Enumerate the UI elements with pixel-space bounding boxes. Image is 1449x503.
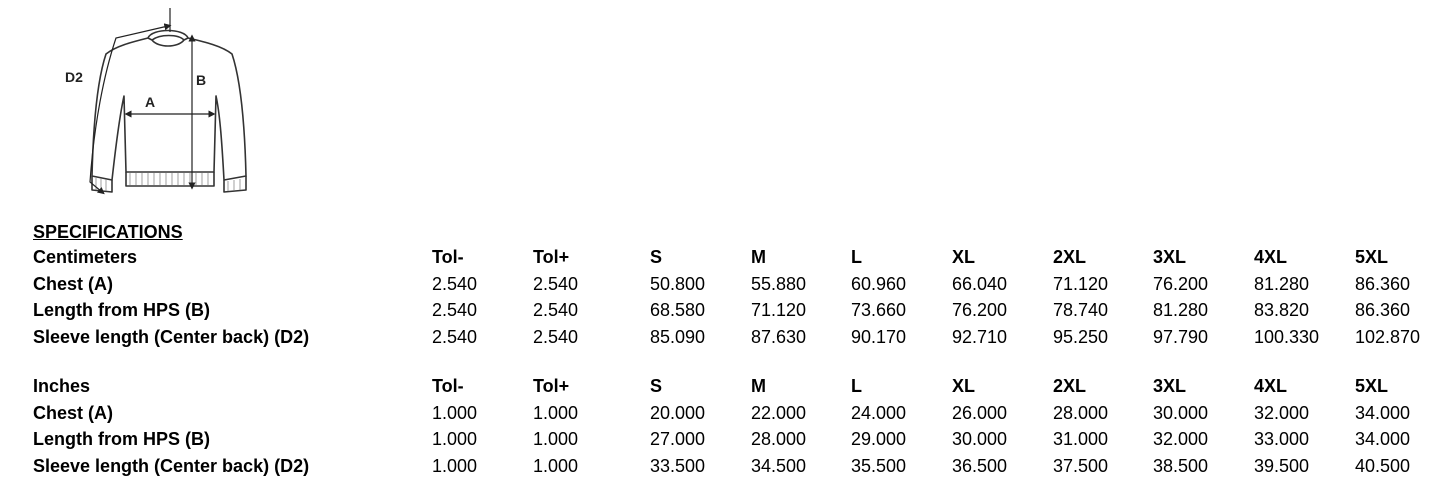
table-cell: 60.960 <box>851 273 907 294</box>
column-header: 3XL <box>1153 376 1187 396</box>
table-cell: 32.000 <box>1153 429 1209 449</box>
row-label: Sleeve length (Center back) (D2) <box>33 326 310 347</box>
column-header: L <box>851 376 862 396</box>
table-cell: 29.000 <box>851 429 907 449</box>
table-cell: 34.000 <box>1355 402 1411 423</box>
specifications-title: SPECIFICATIONS <box>33 222 183 242</box>
table-cell: 37.500 <box>1053 455 1109 476</box>
table-cell: 66.040 <box>952 273 1008 294</box>
table-cell: 32.000 <box>1254 402 1310 423</box>
table-cell: 34.000 <box>1355 429 1411 449</box>
column-header: 4XL <box>1254 376 1288 396</box>
column-header: L <box>851 247 862 267</box>
table-cell: 35.500 <box>851 455 907 476</box>
table-cell: 40.500 <box>1355 455 1411 476</box>
column-header: 3XL <box>1153 247 1187 267</box>
table-cell: 92.710 <box>952 326 1008 347</box>
table-cell: 71.120 <box>1053 273 1109 294</box>
table-cell: 76.200 <box>952 300 1008 320</box>
section-unit-label: Inches <box>33 376 91 396</box>
column-header: 5XL <box>1355 376 1389 396</box>
table-cell: 1.000 <box>533 455 579 476</box>
table-cell: 2.540 <box>432 273 478 294</box>
table-cell: 86.360 <box>1355 300 1411 320</box>
row-label: Length from HPS (B) <box>33 300 210 320</box>
table-cell: 1.000 <box>432 455 478 476</box>
table-cell: 34.500 <box>751 455 807 476</box>
table-cell: 1.000 <box>533 402 579 423</box>
table-cell: 86.360 <box>1355 273 1411 294</box>
table-cell: 33.000 <box>1254 429 1310 449</box>
column-header: Tol- <box>432 247 464 267</box>
table-cell: 83.820 <box>1254 300 1310 320</box>
table-cell: 1.000 <box>432 402 478 423</box>
table-cell: 2.540 <box>533 273 579 294</box>
table-cell: 68.580 <box>650 300 706 320</box>
column-header: 4XL <box>1254 247 1288 267</box>
column-header: Tol+ <box>533 376 570 396</box>
table-cell: 30.000 <box>952 429 1008 449</box>
table-cell: 2.540 <box>533 326 579 347</box>
row-label: Chest (A) <box>33 402 113 423</box>
column-header: Tol+ <box>533 247 570 267</box>
table-cell: 20.000 <box>650 402 706 423</box>
garment-diagram <box>60 4 260 204</box>
sweatshirt-drawing <box>60 4 260 204</box>
column-header: S <box>650 376 663 396</box>
table-cell: 1.000 <box>432 429 478 449</box>
table-cell: 95.250 <box>1053 326 1109 347</box>
table-cell: 22.000 <box>751 402 807 423</box>
table-cell: 39.500 <box>1254 455 1310 476</box>
table-cell: 26.000 <box>952 402 1008 423</box>
table-cell: 78.740 <box>1053 300 1109 320</box>
table-cell: 24.000 <box>851 402 907 423</box>
column-header: M <box>751 247 766 267</box>
table-cell: 27.000 <box>650 429 706 449</box>
column-header: XL <box>952 247 976 267</box>
table-cell: 90.170 <box>851 326 907 347</box>
table-cell: 36.500 <box>952 455 1008 476</box>
table-cell: 76.200 <box>1153 273 1209 294</box>
table-cell: 81.280 <box>1254 273 1310 294</box>
table-cell: 2.540 <box>432 300 478 320</box>
table-cell: 85.090 <box>650 326 706 347</box>
row-label: Chest (A) <box>33 273 113 294</box>
table-cell: 38.500 <box>1153 455 1209 476</box>
column-header: 2XL <box>1053 376 1087 396</box>
table-cell: 73.660 <box>851 300 907 320</box>
table-cell: 55.880 <box>751 273 807 294</box>
table-cell: 2.540 <box>533 300 579 320</box>
table-cell: 97.790 <box>1153 326 1209 347</box>
table-cell: 2.540 <box>432 326 478 347</box>
table-cell: 87.630 <box>751 326 807 347</box>
table-cell: 81.280 <box>1153 300 1209 320</box>
table-cell: 30.000 <box>1153 402 1209 423</box>
section-unit-label: Centimeters <box>33 247 138 267</box>
label-a: A <box>145 94 156 110</box>
table-cell: 102.870 <box>1355 326 1421 347</box>
column-header: 2XL <box>1053 247 1087 267</box>
table-cell: 33.500 <box>650 455 706 476</box>
column-header: M <box>751 376 766 396</box>
table-cell: 100.330 <box>1254 326 1320 347</box>
column-header: S <box>650 247 663 267</box>
table-cell: 50.800 <box>650 273 706 294</box>
table-cell: 71.120 <box>751 300 807 320</box>
row-label: Length from HPS (B) <box>33 429 210 449</box>
table-cell: 1.000 <box>533 429 579 449</box>
column-header: XL <box>952 376 976 396</box>
table-cell: 31.000 <box>1053 429 1109 449</box>
table-cell: 28.000 <box>751 429 807 449</box>
column-header: Tol- <box>432 376 464 396</box>
table-cell: 28.000 <box>1053 402 1109 423</box>
row-label: Sleeve length (Center back) (D2) <box>33 455 310 476</box>
label-d2: D2 <box>65 69 83 85</box>
label-b: B <box>196 72 207 88</box>
column-header: 5XL <box>1355 247 1389 267</box>
